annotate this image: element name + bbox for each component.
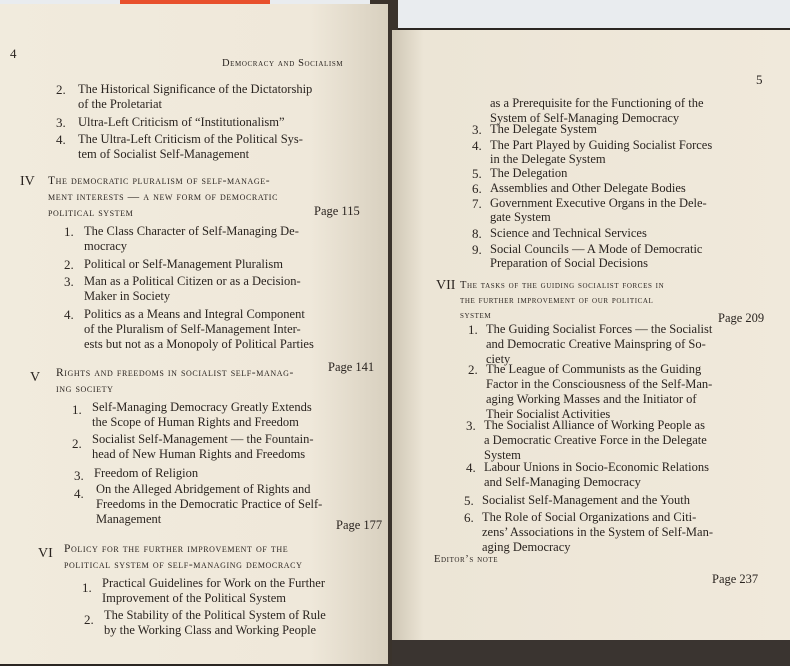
page-number: 4 bbox=[10, 46, 17, 61]
toc-entry: The Guiding Socialist Forces — the Socialist bbox=[486, 322, 713, 336]
chapter-title: The tasks of the guiding socialist forces in bbox=[460, 280, 665, 291]
toc-entry: Political or Self-Management Pluralism bbox=[84, 257, 283, 271]
toc-entry: The Role of Social Organizations and Citi- bbox=[482, 510, 697, 524]
item-number: 4. bbox=[466, 460, 476, 475]
toc-entry: Politics as a Means and Integral Component bbox=[84, 307, 305, 321]
chapter-page: Page 209 bbox=[718, 311, 765, 325]
toc-entry: The Class Character of Self-Managing De- bbox=[84, 224, 299, 238]
toc-entry: Government Executive Organs in the Dele- bbox=[490, 196, 707, 210]
chapter-title: political system of self-managing democracy bbox=[64, 559, 303, 571]
toc-entry: and Self-Managing Democracy bbox=[484, 475, 641, 489]
toc-entry: Socialist Self-Management and the Youth bbox=[482, 493, 690, 507]
item-number: 7. bbox=[472, 196, 482, 211]
item-number: 2. bbox=[468, 362, 478, 377]
chapter-title: Rights and freedoms in socialist self-manag- bbox=[56, 367, 294, 379]
item-number: 5. bbox=[464, 493, 474, 508]
toc-entry: Factor in the Consciousness of the Self-Man- bbox=[486, 377, 713, 391]
toc-entry: Management bbox=[96, 512, 162, 526]
toc-entry: Man as a Political Citizen or as a Decision- bbox=[84, 274, 301, 288]
toc-entry: Ultra-Left Criticism of “Institutionalism” bbox=[78, 115, 285, 129]
item-number: 2. bbox=[84, 612, 94, 627]
running-head: Democracy and Socialism bbox=[222, 58, 344, 69]
chapter-numeral: VI bbox=[38, 546, 53, 561]
toc-entry: Self-Managing Democracy Greatly Extends bbox=[92, 400, 312, 414]
toc-entry: as a Prerequisite for the Functioning of the bbox=[490, 96, 704, 110]
table-surface bbox=[392, 640, 790, 666]
item-number: 4. bbox=[56, 132, 66, 147]
toc-entry: Assemblies and Other Delegate Bodies bbox=[490, 181, 686, 195]
chapter-numeral: VII bbox=[436, 278, 456, 293]
toc-entry: ciety bbox=[486, 352, 511, 366]
toc-entry: Freedom of Religion bbox=[94, 466, 199, 480]
item-number: 2. bbox=[72, 436, 82, 451]
toc-entry: tem of Socialist Self-Management bbox=[78, 147, 250, 161]
toc-entry: a Democratic Creative Force in the Delegate bbox=[484, 433, 707, 447]
toc-entry: of the Proletariat bbox=[78, 97, 162, 111]
item-number: 6. bbox=[472, 181, 482, 196]
toc-entry: The Ultra-Left Criticism of the Political Sys- bbox=[78, 132, 303, 146]
item-number: 4. bbox=[64, 307, 74, 322]
item-number: 3. bbox=[74, 468, 84, 483]
chapter-page: Page 141 bbox=[328, 360, 375, 374]
item-number: 2. bbox=[64, 257, 74, 272]
toc-entry: Freedoms in the Democratic Practice of Self- bbox=[96, 497, 323, 511]
toc-entry: Science and Technical Services bbox=[490, 226, 647, 240]
toc-entry: Practical Guidelines for Work on the Further bbox=[102, 576, 326, 590]
item-number: 2. bbox=[56, 82, 66, 97]
toc-entry: The Stability of the Political System of Rule bbox=[104, 608, 326, 622]
item-number: 3. bbox=[64, 274, 74, 289]
item-number: 3. bbox=[466, 418, 476, 433]
chapter-page: Page 115 bbox=[314, 204, 360, 218]
toc-entry: The Delegation bbox=[490, 166, 568, 180]
toc-entry: Improvement of the Political System bbox=[102, 591, 286, 605]
chapter-title: The democratic pluralism of self-manage- bbox=[48, 175, 271, 187]
item-number: 8. bbox=[472, 226, 482, 241]
item-number: 1. bbox=[72, 402, 82, 417]
chapter-title: ing society bbox=[56, 383, 114, 395]
left-page bbox=[0, 4, 388, 664]
toc-entry: The Historical Significance of the Dictatorship bbox=[78, 82, 313, 96]
toc-entry: The League of Communists as the Guiding bbox=[486, 362, 702, 376]
toc-entry: gate System bbox=[490, 210, 551, 224]
item-number: 6. bbox=[464, 510, 474, 525]
item-number: 1. bbox=[64, 224, 74, 239]
item-number: 3. bbox=[472, 122, 482, 137]
item-number: 1. bbox=[468, 322, 478, 337]
toc-entry: Socialist Self-Management — the Fountain- bbox=[92, 432, 314, 446]
toc-entry: Maker in Society bbox=[84, 289, 171, 303]
item-number: 5. bbox=[472, 166, 482, 181]
toc-entry: aging Democracy bbox=[482, 540, 571, 554]
chapter-page: Page 177 bbox=[336, 518, 383, 532]
toc-entry: mocracy bbox=[84, 239, 128, 253]
toc-entry: The Part Played by Guiding Socialist Forces bbox=[490, 138, 713, 152]
toc-entry: in the Delegate System bbox=[490, 152, 606, 166]
toc-entry: aging Working Masses and the Initiator of bbox=[486, 392, 697, 406]
toc-entry: Labour Unions in Socio-Economic Relations bbox=[484, 460, 709, 474]
right-page bbox=[392, 30, 790, 640]
toc-entry: of the Pluralism of Self-Management Inter- bbox=[84, 322, 301, 336]
item-number: 1. bbox=[82, 580, 92, 595]
toc-entry: System bbox=[484, 448, 521, 462]
toc-entry: by the Working Class and Working People bbox=[104, 623, 317, 637]
toc-entry: and Democratic Creative Mainspring of So- bbox=[486, 337, 706, 351]
toc-entry: The Delegate System bbox=[490, 122, 597, 136]
editors-note-page: Page 237 bbox=[712, 572, 759, 586]
chapter-title: ment interests — a new form of democratic bbox=[48, 191, 279, 203]
toc-entry: System of Self-Managing Democracy bbox=[490, 111, 680, 125]
item-number: 3. bbox=[56, 115, 66, 130]
item-number: 4. bbox=[74, 486, 84, 501]
chapter-title: political system bbox=[48, 207, 134, 219]
toc-entry: Preparation of Social Decisions bbox=[490, 256, 648, 270]
page-number: 5 bbox=[756, 72, 763, 87]
chapter-title: system bbox=[460, 310, 492, 321]
editors-note: Editor’s note bbox=[434, 554, 499, 565]
toc-entry: Social Councils — A Mode of Democratic bbox=[490, 242, 703, 256]
toc-entry: zens’ Associations in the System of Self-Man- bbox=[482, 525, 713, 539]
toc-entry: Their Socialist Activities bbox=[486, 407, 611, 421]
chapter-numeral: V bbox=[30, 370, 41, 385]
chapter-title: Policy for the further improvement of the bbox=[64, 543, 289, 555]
item-number: 9. bbox=[472, 242, 482, 257]
toc-entry: On the Alleged Abridgement of Rights and bbox=[96, 482, 311, 496]
toc-entry: ests but not as a Monopoly of Political Parties bbox=[84, 337, 314, 351]
toc-entry: the Scope of Human Rights and Freedom bbox=[92, 415, 299, 429]
chapter-numeral: IV bbox=[20, 174, 35, 189]
toc-entry: head of New Human Rights and Freedoms bbox=[92, 447, 306, 461]
item-number: 4. bbox=[472, 138, 482, 153]
toc-entry: The Socialist Alliance of Working People as bbox=[484, 418, 705, 432]
chapter-title: the further improvement of our political bbox=[460, 295, 654, 306]
